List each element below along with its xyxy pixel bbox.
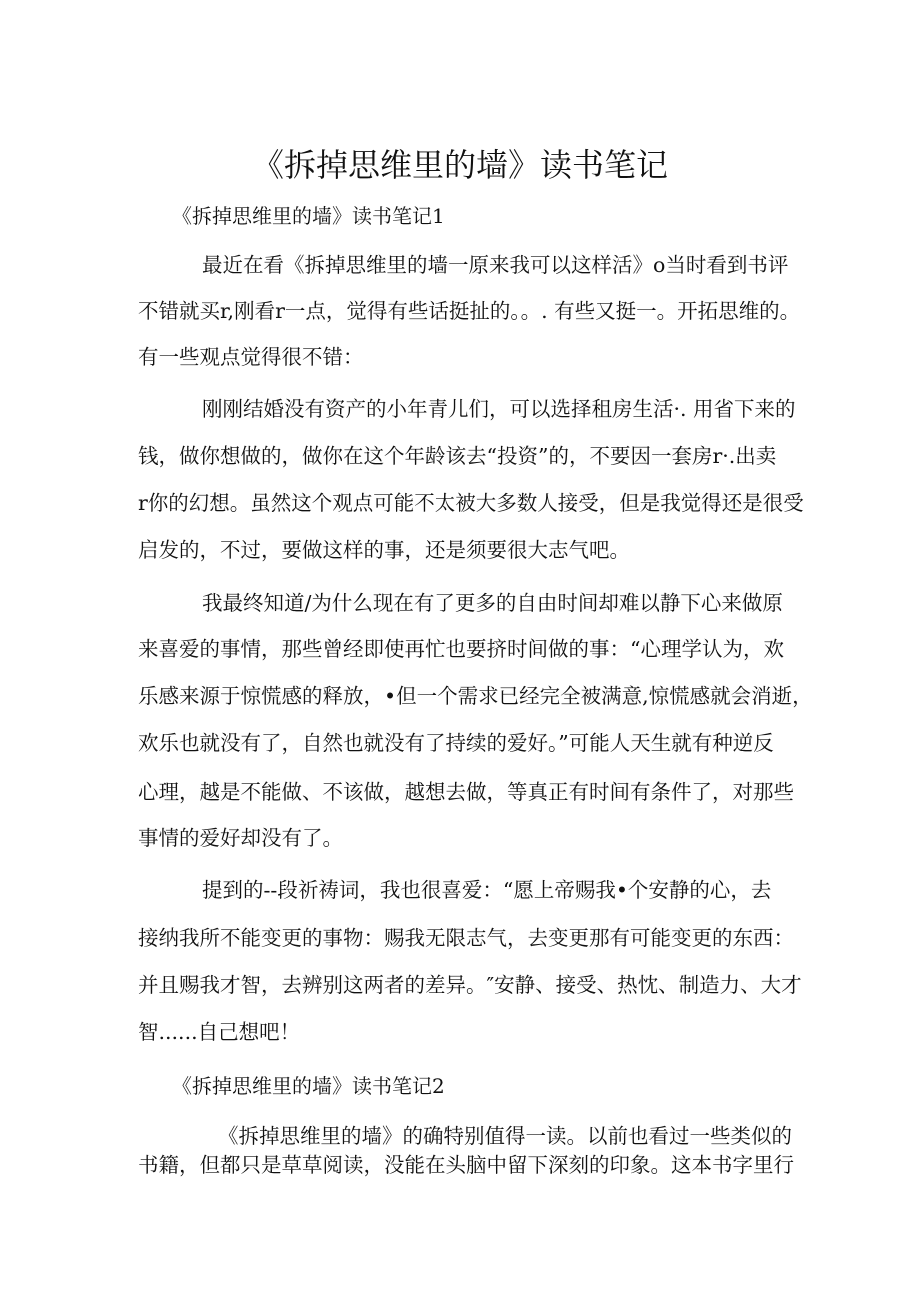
paragraph-line: 钱，做你想做的，做你在这个年龄该去“投资”的，不要因一套房r·.出卖 — [138, 444, 777, 468]
paragraph-line: 智......自己想吧！ — [138, 1020, 301, 1044]
paragraph-line: 来喜爱的事情，那些曾经即使再忙也要挤时间做的事：“心理学认为，欢 — [138, 637, 784, 661]
document-title: 《拆掉思维里的墙》读书笔记 — [251, 146, 668, 184]
paragraph-line: 刚刚结婚没有资产的小年青儿们，可以选择租房生活·. 用省下来的 — [202, 397, 796, 421]
section-heading-1: 《拆掉思维里的墙》读书笔记1 — [172, 204, 445, 228]
paragraph-line: 不错就买r,刚看r一点，觉得有些话挺扯的。。. 有些又挺一。开拓思维的。 — [138, 299, 801, 323]
paragraph-line: 我最终知道/为什么现在有了更多的自由时间却难以静下心来做原 — [202, 591, 783, 615]
paragraph-line: 并且赐我才智，去辨别这两者的差异。″安静、接受、热忱、制造力、大才 — [138, 973, 802, 997]
paragraph-line: 欢乐也就没有了，自然也就没有了持续的爱好。”可能人天生就有种逆反 — [138, 731, 774, 755]
paragraph-line: r你的幻想。虽然这个观点可能不太被大多数人接受，但是我觉得还是很受 — [138, 491, 804, 515]
paragraph-line: 接纳我所不能变更的事物：赐我无限志气，去变更那有可能变更的东西： — [138, 926, 794, 950]
paragraph-line: 事情的爱好却没有了。 — [138, 826, 343, 850]
paragraph-line: 书籍，但都只是草草阅读，没能在头脑中留下深刻的印象。这本书字里行 — [138, 1153, 794, 1177]
paragraph-line: 乐感来源于惊慌感的释放，•但一个需求已经完全被满意,惊慌感就会消逝， — [138, 684, 813, 708]
paragraph-line: 心理，越是不能做、不该做，越想去做，等真正有时间有条件了，对那些 — [138, 780, 794, 804]
paragraph-line: 最近在看《拆掉思维里的墙一原来我可以这样活》o当时看到书评 — [202, 253, 789, 277]
paragraph-line: 有一些观点觉得很不错： — [138, 345, 364, 369]
paragraph-line: 启发的，不过，要做这样的事，还是须要很大志气吧。 — [138, 538, 630, 562]
paragraph-line: 提到的--段祈祷词，我也很喜爱：“愿上帝赐我•个安静的心，去 — [202, 878, 772, 902]
section-heading-2: 《拆掉思维里的墙》读书笔记2 — [172, 1074, 445, 1098]
paragraph-line: 《拆掉思维里的墙》的确特别值得一读。以前也看过一些类似的 — [218, 1124, 792, 1148]
